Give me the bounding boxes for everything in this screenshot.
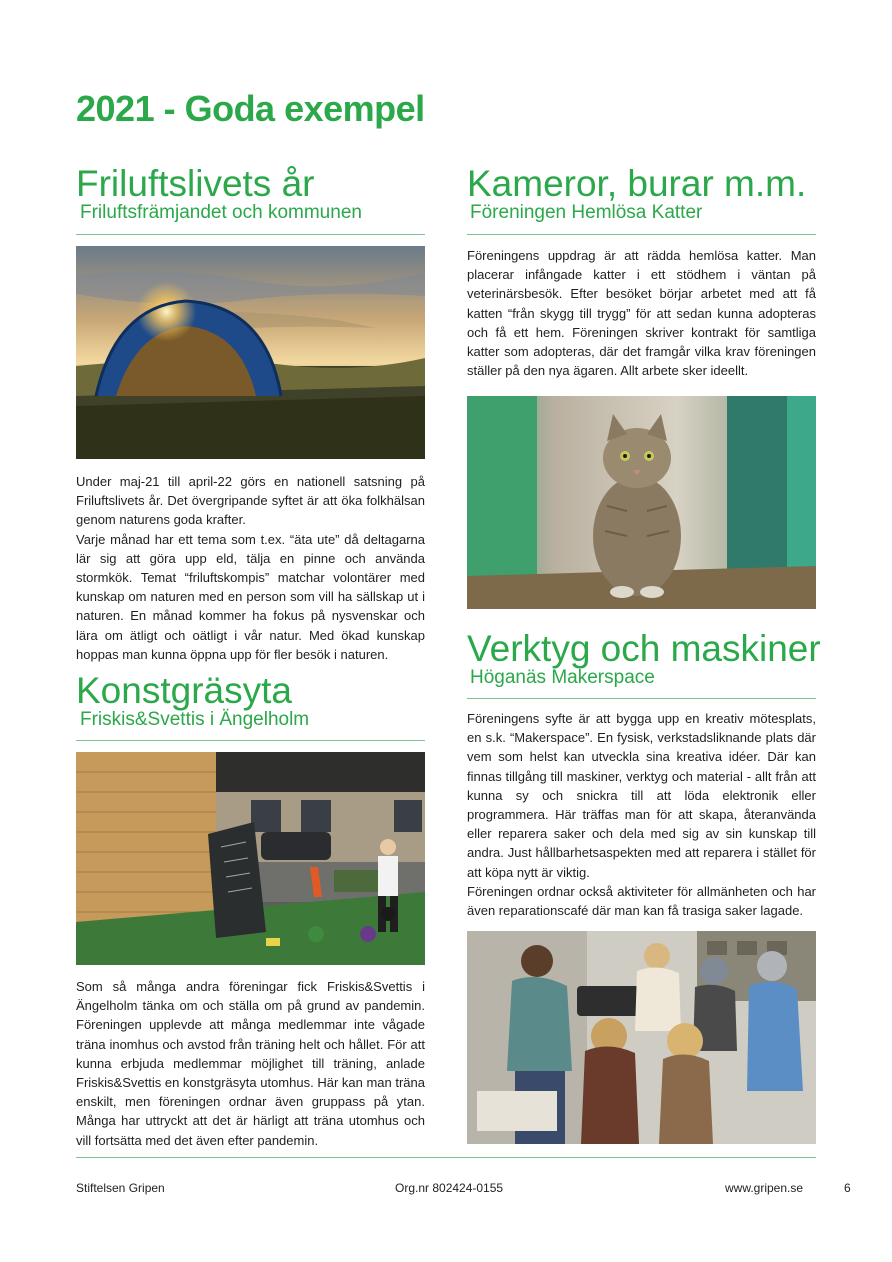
outdoor-gym-photo — [76, 752, 425, 965]
page-title: 2021 - Goda exempel — [76, 88, 425, 129]
section-divider — [76, 740, 425, 741]
page-number: 6 — [844, 1181, 851, 1195]
section-subtitle-friluftsliv: Friluftsfrämjandet och kommunen — [80, 202, 362, 223]
friluftsliv-body — [76, 472, 425, 664]
footer-organization: Stiftelsen Gripen — [76, 1181, 165, 1195]
paragraph: Föreningens syfte är att bygga upp en kreativ mötesplats, en s.k. “Makerspace”. En fysisk, verkstadsliknande plats där vem som helst kan utveckla sina kreativa idéer. Där kan finnas tillgång till maskiner, verktyg och material - allt från att kunna sy och snickra till att löda elektronik eller programmera. Här träffas man för att skapa, återanvända eller reparera saker och dela med sig av sin kunskap till andra. Just hållbarhetsaspekten med att reparera i stället för att köpa nytt är viktig. — [467, 711, 816, 880]
makerspace-photo — [467, 931, 816, 1144]
section-subtitle-verktyg: Höganäs Makerspace — [470, 667, 655, 688]
section-title-kameror: Kameror, burar m.m. — [467, 163, 807, 204]
kameror-body — [467, 246, 816, 380]
paragraph: Föreningens uppdrag är att rädda hemlösa katter. Man placerar infångade katter i ett stödhem i väntan på veterinärsbesök. Efter besöket börjar arbetet med att få katten “från skygg till trygg” för att sedan kunna adopteras och få ett hem. Föreningen skriver kontrakt för samtliga katter som adopteras, där det framgår vilka krav föreningen ställer på den nya ägaren. Allt arbete sker ideellt. — [467, 248, 816, 379]
footer-website-link[interactable]: www.gripen.se — [725, 1181, 804, 1195]
konstgras-body — [76, 977, 425, 1150]
verktyg-body — [467, 709, 816, 920]
paragraph: Varje månad har ett tema som t.ex. “äta ute” då deltagarna lär sig att göra upp eld, tälja en pinne och använda stormkök. Temat “friluftskompis” matchar volontärer med kunskap om naturen med en person som vill ha sällskap ut i naturen. En månad kommer ha fokus på nysvenskar och lära om ätligt och oätligt i vår natur. Med ökad kunskap hoppas man kunna öppna upp för fler besök i naturen. — [76, 531, 425, 662]
paragraph: Under maj-21 till april-22 görs en nationell satsning på Friluftslivets år. Det övergripande syftet är att öka folkhälsan genom naturens goda krafter. — [76, 474, 425, 528]
section-divider — [467, 234, 816, 235]
footer-org-number: Org.nr 802424-0155 — [395, 1181, 504, 1195]
paragraph: Föreningen ordnar också aktiviteter för allmänheten och har även reparationscafé där man kan få trasiga saker lagade. — [467, 883, 816, 919]
paragraph: Som så många andra föreningar fick Friskis&Svettis i Ängelholm tänka om och ställa om på grund av pandemin. Föreningen upplevde att många medlemmar inte vågade träna inomhus och avstod från träning helt och hållet. För att kunna erbjuda medlemmar möjlighet till träning, anlade Friskis&Svettis en konstgräsyta utomhus. Här kan man träna enskilt, men föreningen ordnar även gruppass på ytan. Många har uttryckt att det är härligt att träna utomhus och vill fortsätta med det även efter pandemin. — [76, 979, 425, 1148]
section-subtitle-konstgras: Friskis&Svettis i Ängelholm — [80, 709, 310, 730]
section-divider — [76, 234, 425, 235]
footer-divider — [76, 1157, 816, 1158]
section-subtitle-kameror: Föreningen Hemlösa Katter — [470, 202, 703, 223]
section-title-konstgras: Konstgräsyta — [76, 670, 292, 711]
cat-photo — [467, 396, 816, 609]
tent-sunset-photo — [76, 246, 425, 459]
section-title-verktyg: Verktyg och maskiner — [467, 628, 821, 669]
section-title-friluftsliv: Friluftslivets år — [76, 163, 315, 204]
section-divider — [467, 698, 816, 699]
